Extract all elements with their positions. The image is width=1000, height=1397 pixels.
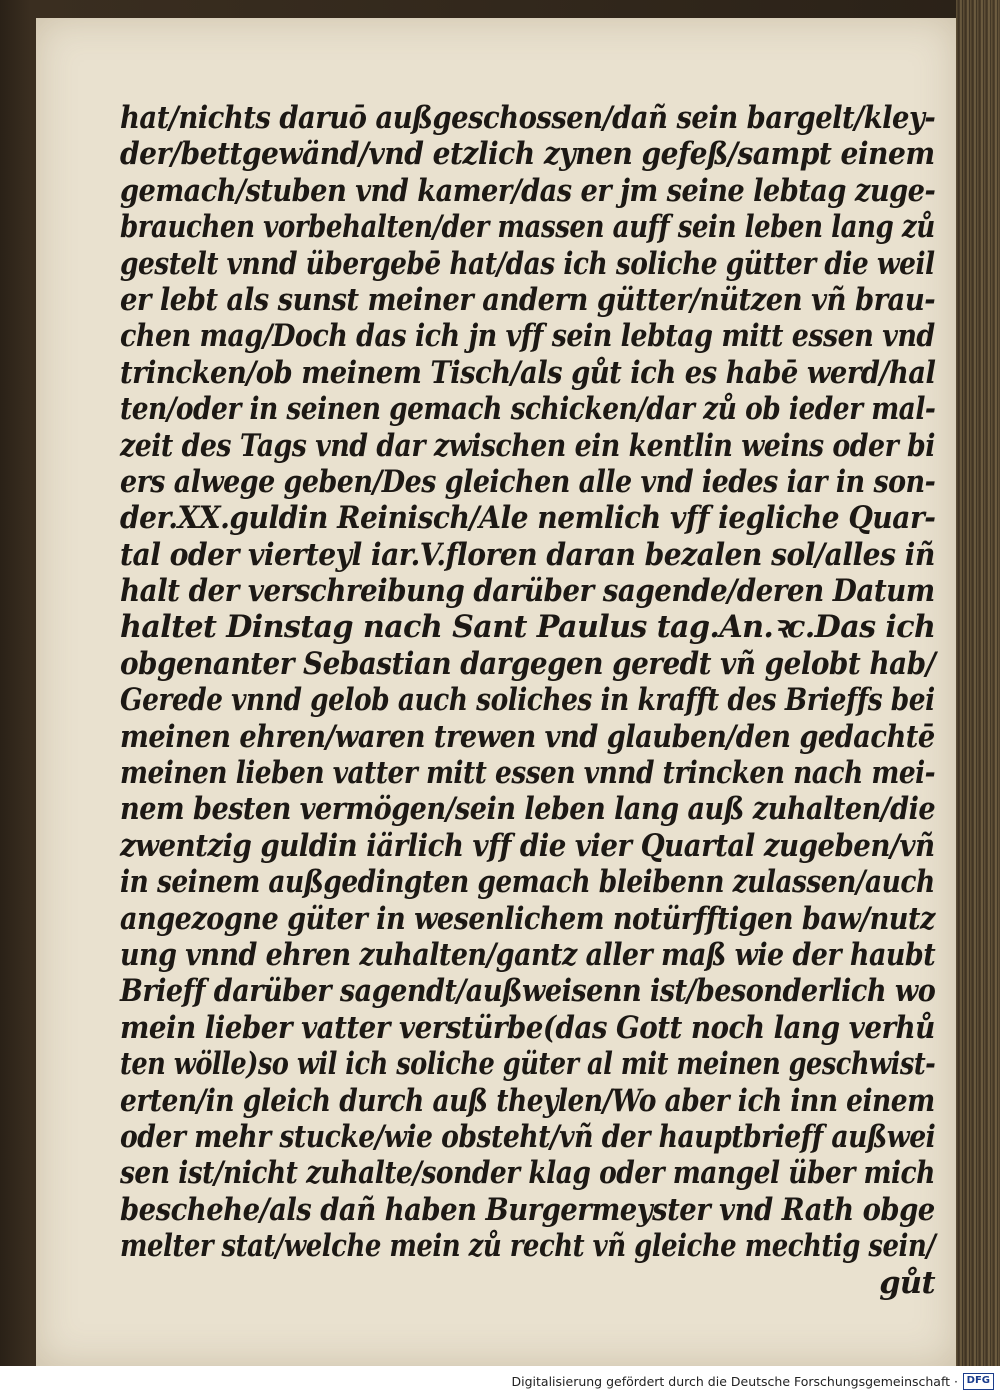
text-line: sen ist/nicht zuhalte/sonder klag oder mangel über mich	[120, 1155, 935, 1192]
text-line: zeit des Tags vnd dar zwischen ein kentlin weins oder bi	[120, 427, 935, 464]
text-line: tal oder vierteyl iar.V.floren daran bezalen sol/alles iñ	[120, 536, 935, 573]
text-line: melter stat/welche mein zů recht vñ gleiche mechtig sein/	[120, 1228, 936, 1265]
text-line: trincken/ob meinem Tisch/als gůt ich es habē werd/hal	[120, 354, 936, 391]
text-line: beschehe/als dañ haben Burgermeyster vnd Rath obge	[120, 1191, 935, 1228]
text-line: ers alwege geben/Des gleichen alle vnd iedes iar in son-	[120, 463, 936, 500]
text-line: ten wölle)so wil ich soliche güter al mit meinen geschwist-	[120, 1046, 936, 1083]
text-line: angezogne güter in wesenlichem notürfftigen baw/nutz	[120, 900, 935, 937]
text-line: oder mehr stucke/wie obsteht/vñ der hauptbrieff außwei	[120, 1118, 936, 1155]
dfg-logo-icon: DFG	[963, 1373, 994, 1390]
text-block	[120, 100, 935, 1301]
text-line: mein lieber vatter verstürbe(das Gott noch lang verhů	[120, 1009, 935, 1046]
text-line: ten/oder in seinen gemach schicken/dar zů ob ieder mal-	[120, 391, 936, 428]
text-line: der/bettgewänd/vnd etzlich zynen gefeß/sampt einem	[120, 136, 935, 173]
text-line: der.XX.guldin Reinisch/Ale nemlich vff iegliche Quar-	[120, 500, 936, 537]
text-line: brauchen vorbehalten/der massen auff sein leben lang zů	[120, 209, 935, 246]
footer-credit: Digitalisierung gefördert durch die Deutsche Forschungsgemeinschaft ·	[511, 1374, 958, 1389]
text-line: in seinem außgedingten gemach bleibenn zulassen/auch	[120, 864, 935, 901]
catchword: gůt	[879, 1264, 935, 1301]
text-line: ung vnnd ehren zuhalten/gantz aller maß wie der haubt	[120, 936, 936, 973]
book-page	[36, 18, 956, 1366]
text-line: gestelt vnnd übergebē hat/das ich soliche gütter die weil	[120, 245, 935, 282]
text-line: haltet Dinstag nach Sant Paulus tag.An.ꝛc.Das ich	[120, 609, 936, 646]
text-line: meinen lieben vatter mitt essen vnnd trincken nach mei-	[120, 755, 936, 792]
text-line: gemach/stuben vnd kamer/das er jm seine lebtag zuge-	[120, 172, 936, 209]
text-line: er lebt als sunst meiner andern gütter/nützen vñ brau-	[120, 281, 936, 318]
text-line: nem besten vermögen/sein leben lang auß zuhalten/die	[120, 791, 936, 828]
text-line: meinen ehren/waren trewen vnd glauben/den gedachtē	[120, 718, 935, 755]
text-line: zwentzig guldin iärlich vff die vier Quartal zugeben/vñ	[120, 827, 935, 864]
text-line: Brieff darüber sagendt/außweisenn ist/besonderlich wo	[120, 973, 936, 1010]
text-line: erten/in gleich durch auß theylen/Wo aber ich inn einem	[120, 1082, 935, 1119]
text-line: obgenanter Sebastian dargegen geredt vñ gelobt hab/	[120, 645, 936, 682]
text-line: chen mag/Doch das ich jn vff sein lebtag mitt essen vnd	[120, 318, 935, 355]
text-line: halt der verschreibung darüber sagende/deren Datum	[120, 573, 935, 610]
text-line: hat/nichts daruō außgeschossen/dañ sein bargelt/kley-	[120, 100, 936, 136]
footer-bar	[0, 1366, 1000, 1397]
text-line: Gerede vnnd gelob auch soliches in krafft des Brieffs bei	[120, 682, 935, 719]
page-edge-stack	[956, 0, 1000, 1397]
